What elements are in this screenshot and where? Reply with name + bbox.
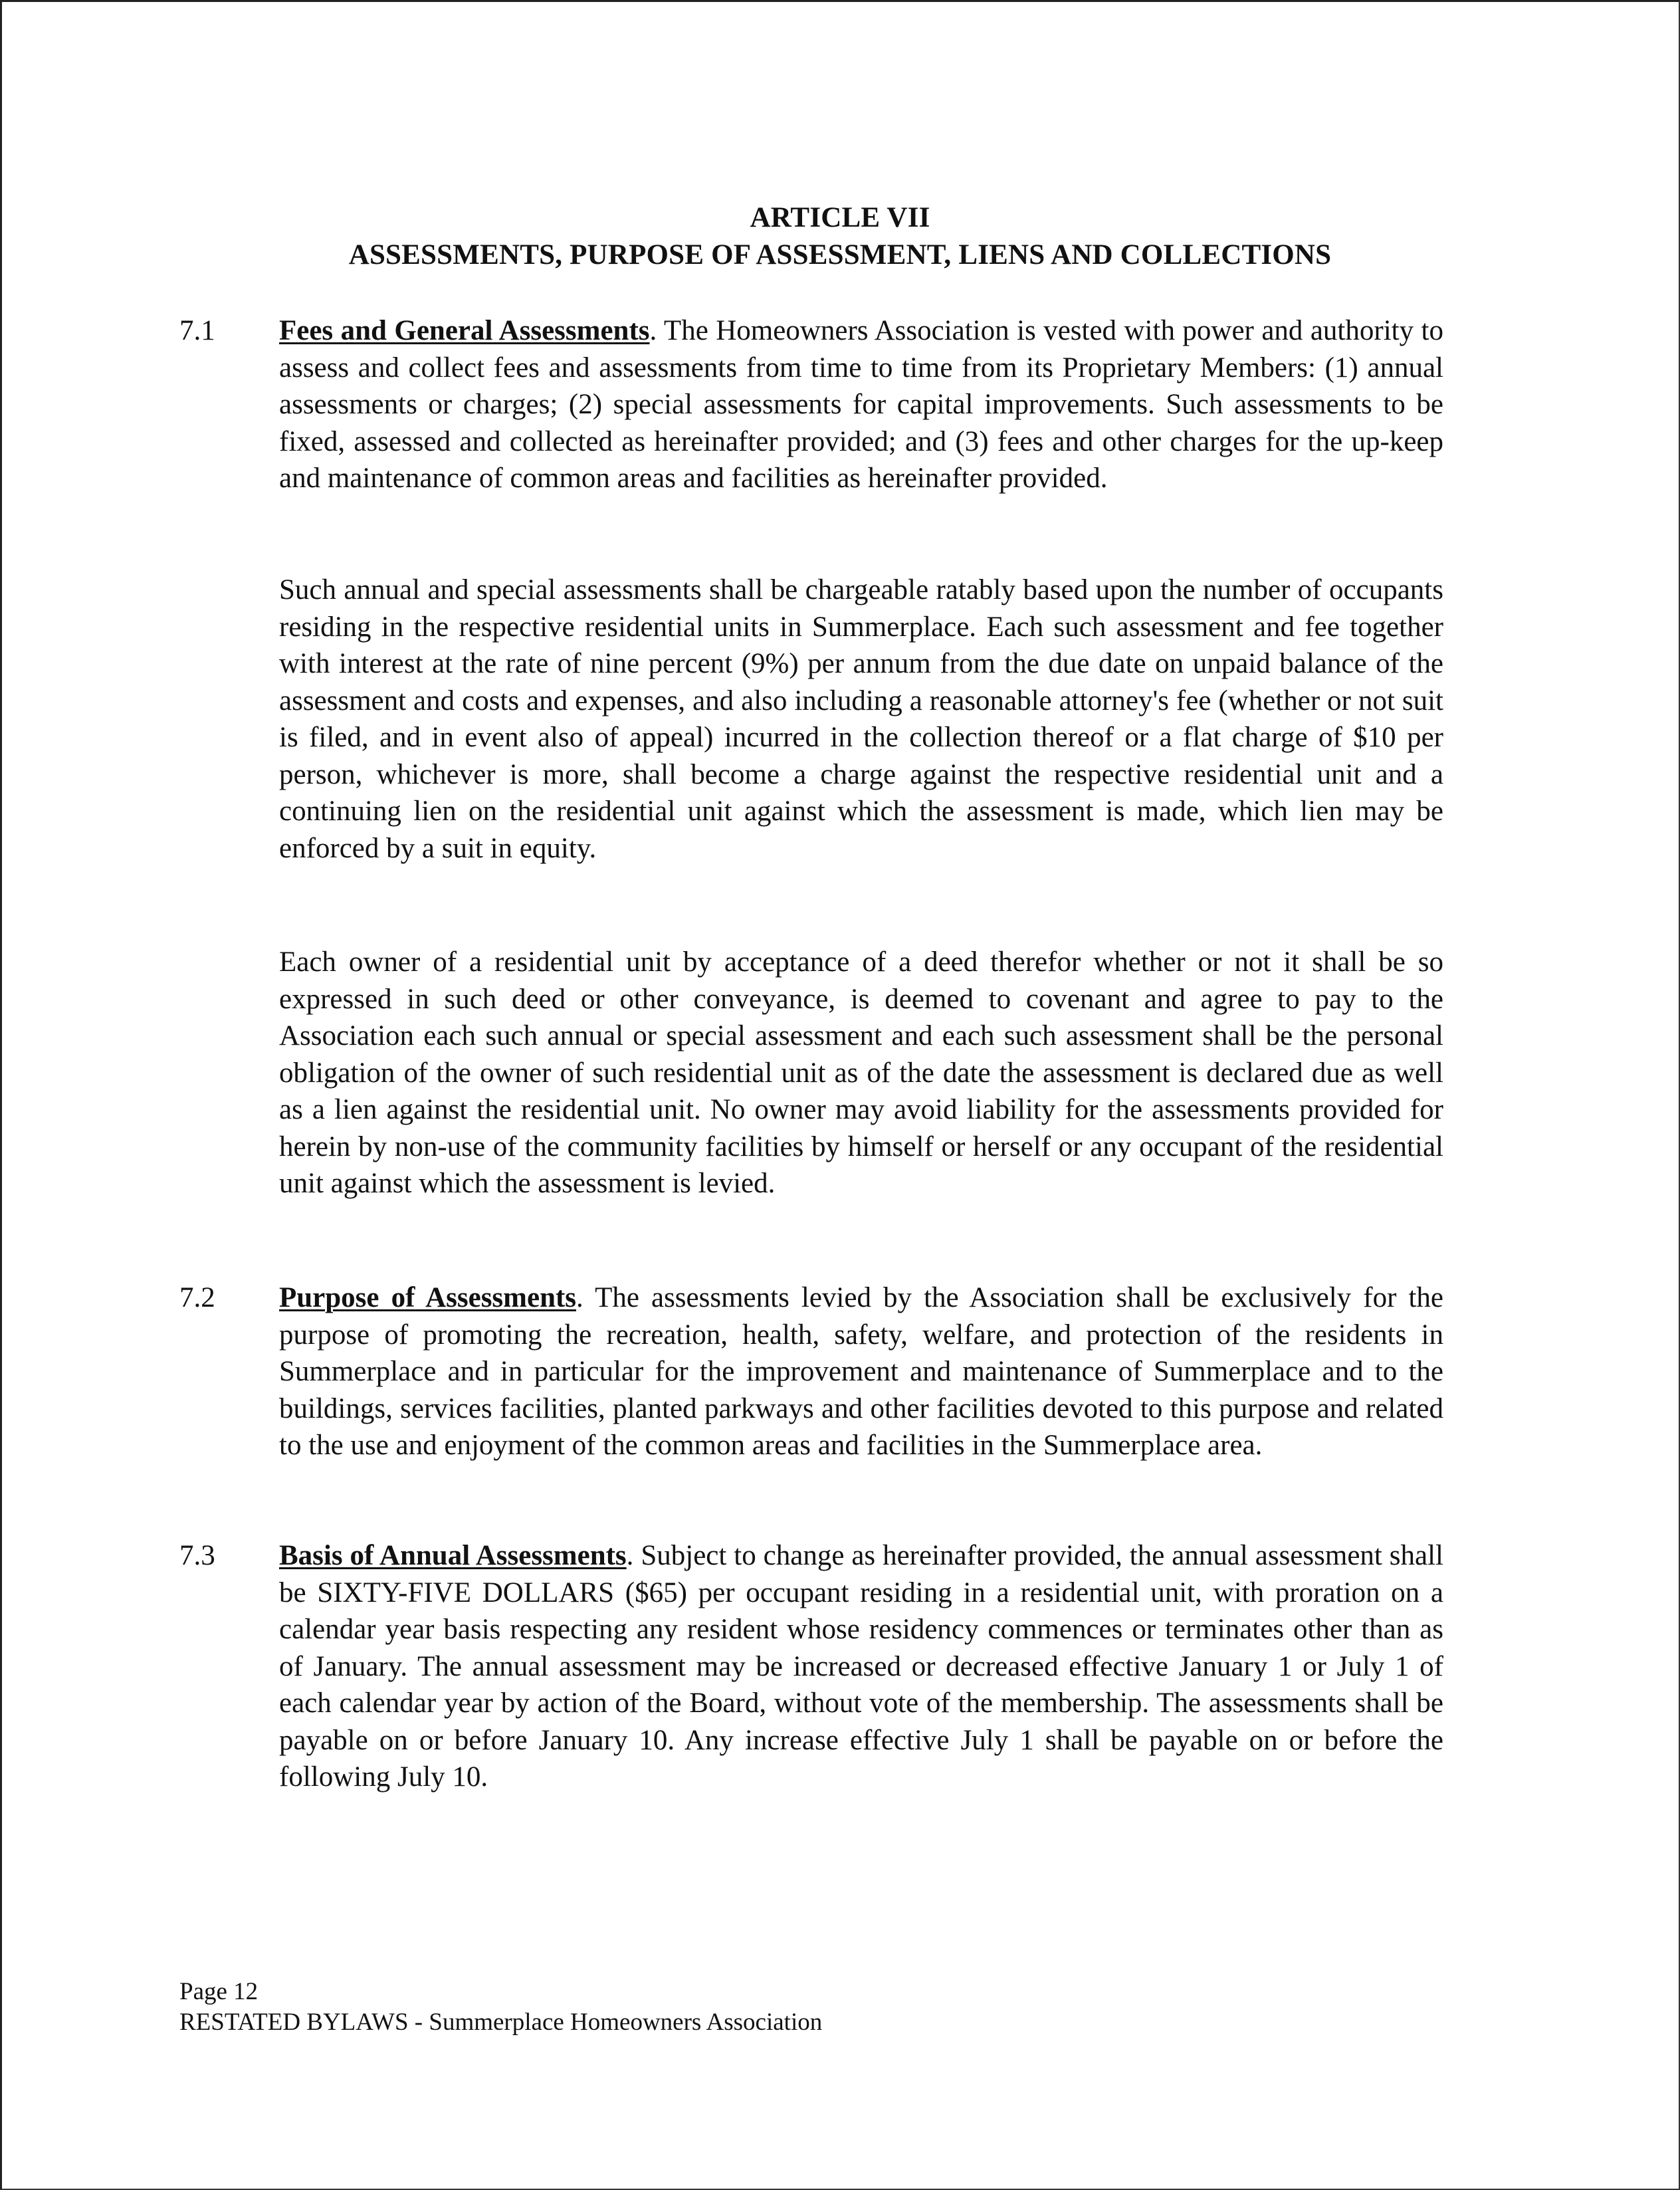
section-7-3-paragraph-1-text: . Subject to change as hereinafter provided, the annual assessment shall be SIXTY-FIVE DOLLARS ($65) per occupant residing in a residential unit, with proration on a calendar year basis respecting any resident whose residency commences or terminates other than as of January. The annual assessment may be increased or decreased effective January 1 or July 1 of each calendar year by action of the Board, without vote of the membership. The assessments shall be payable on or before January 10. Any increase effective July 1 shall be payable on or before the following July 10. [279,1540,1443,1793]
section-7-2-paragraph-1 [279,1279,1443,1464]
section-title-basis-of-annual-assessments: Basis of Annual Assessments [279,1540,627,1571]
section-7-3-paragraph-1 [279,1537,1443,1796]
section-7-1-paragraph-2: Such annual and special assessments shall be chargeable ratably based upon the number of occupants residing in the respective residential units in Summerplace. Each such assessment and fee together with interest at the rate of nine percent (9%) per annum from the due date on unpaid balance of the assessment and costs and expenses, and also including a reasonable attorney's fee (whether or not suit is filed, and in event also of appeal) incurred in the collection thereof or a flat charge of $10 per person, whichever is more, shall become a charge against the respective residential unit and a continuing lien on the residential unit against which the assessment is made, which lien may be enforced by a suit in equity. [279,574,1443,864]
section-7-1-paragraph-1-text: . The Homeowners Association is vested with power and authority to assess and collect fees and assessments from time to time from its Proprietary Members: (1) annual assessments or charges; (2) special assessments for capital improvements. Such assessments to be fixed, assessed and collected as hereinafter provided; and (3) fees and other charges for the up-keep and maintenance of common areas and facilities as hereinafter provided. [279,315,1443,494]
section-7-1-paragraph-1 [279,312,1443,497]
footer-page-number: Page 12 [179,1978,259,2005]
section-title-purpose-of-assessments: Purpose of Assessments [279,1282,577,1313]
section-7-1-paragraph-3: Each owner of a residential unit by acceptance of a deed therefor whether or not it shall be so expressed in such deed or other conveyance, is deemed to covenant and agree to pay to the Association each such annual or special assessment and each such assessment shall be the personal obligation of the owner of such residential unit as of the date the assessment is declared due as well as a lien against the residential unit. No owner may avoid liability for the assessments provided for herein by non-use of the community facilities by himself or herself or any occupant of the residential unit against which the assessment is levied. [279,946,1443,1199]
section-number-7-1: 7.1 [179,315,215,346]
article-title: ASSESSMENTS, PURPOSE OF ASSESSMENT, LIENS AND COLLECTIONS [348,239,1332,271]
section-title-fees-and-general-assessments: Fees and General Assessments [279,315,650,346]
section-number-7-2: 7.2 [179,1282,215,1313]
article-number-heading: ARTICLE VII [750,202,930,233]
section-number-7-3: 7.3 [179,1540,215,1571]
section-7-2-paragraph-1-text: . The assessments levied by the Association shall be exclusively for the purpose of promoting the recreation, health, safety, welfare, and protection of the residents in Summerplace and in particular for the improvement and maintenance of Summerplace and to the buildings, services facilities, planted parkways and other facilities devoted to this purpose and related to the use and enjoyment of the common areas and facilities in the Summerplace area. [279,1282,1443,1461]
footer-document-title: RESTATED BYLAWS - Summerplace Homeowners Association [179,2009,823,2036]
